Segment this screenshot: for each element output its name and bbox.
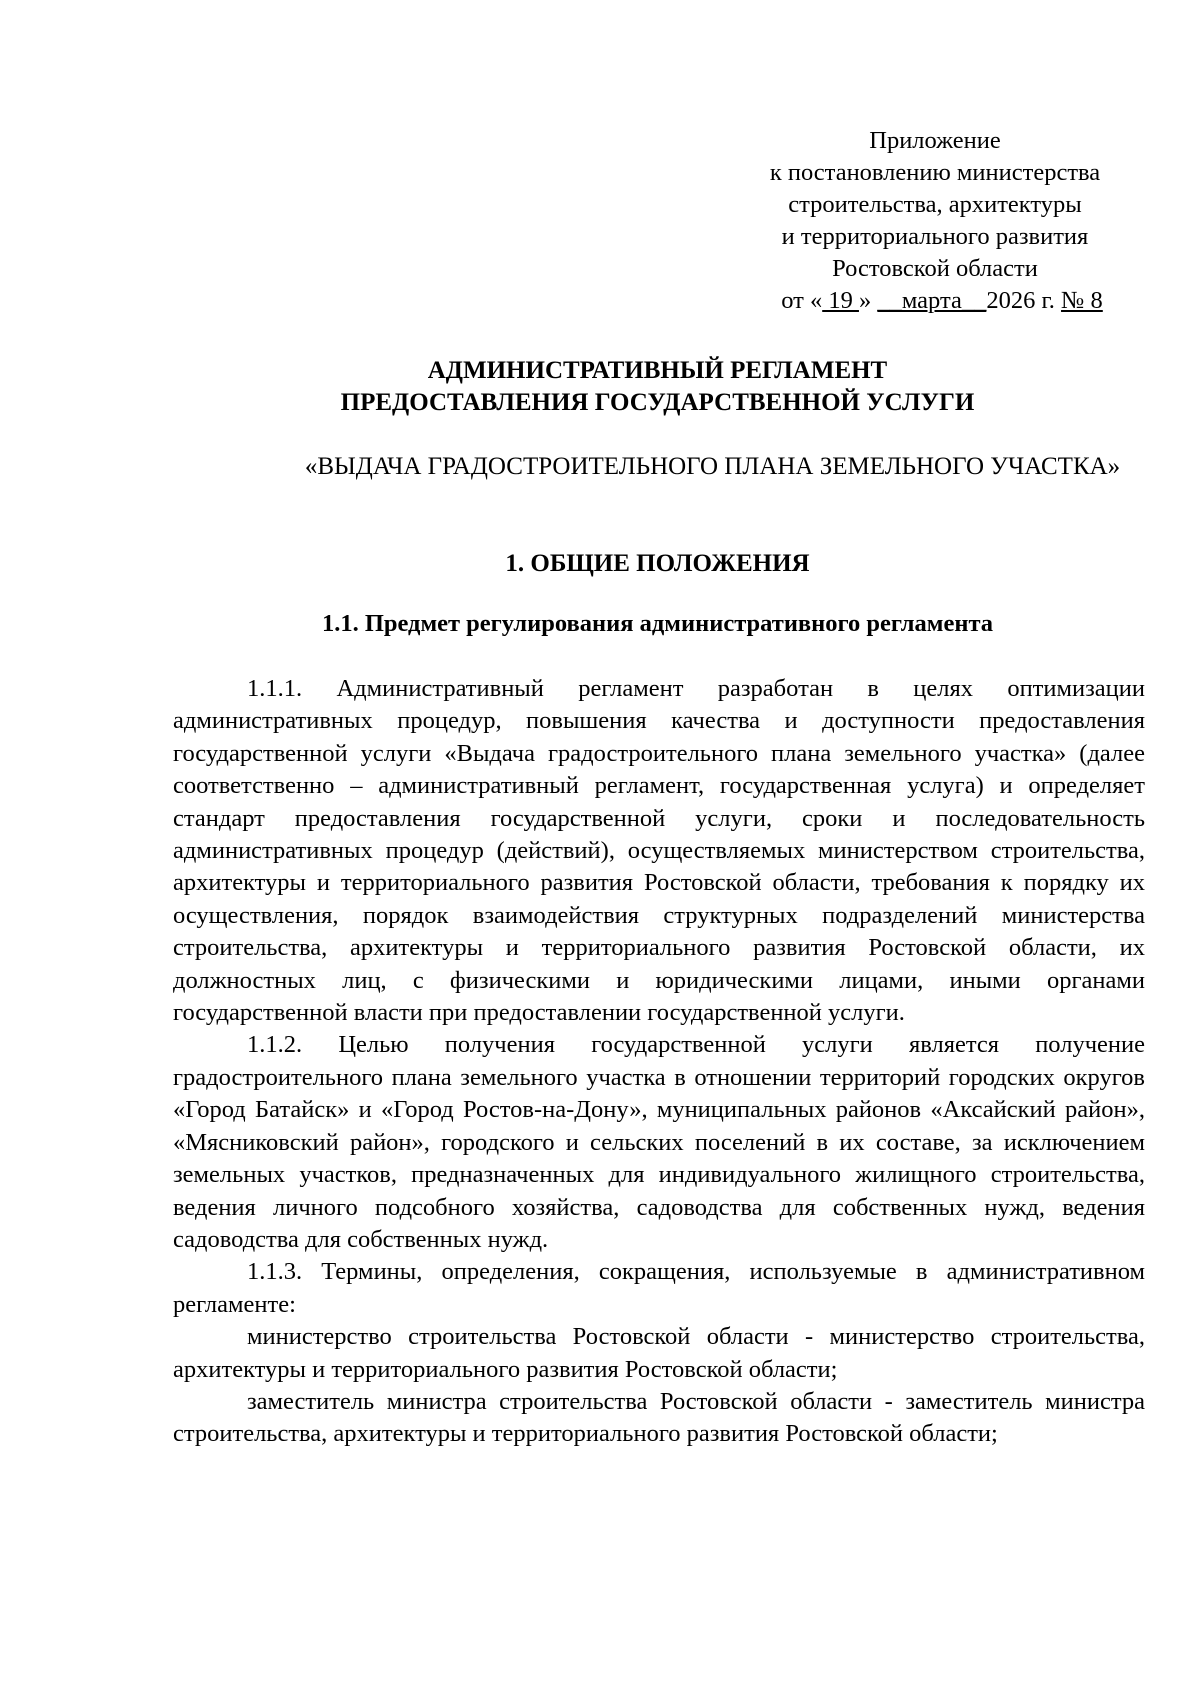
annex-date-line [740, 285, 1130, 317]
date-prefix: от « [781, 287, 823, 314]
paragraph-1-1-3: 1.1.3. Термины, определения, сокращения, используемые в административном регламенте: [173, 1258, 1145, 1318]
annex-line-4: и территориального развития [781, 223, 1089, 250]
document-title [170, 355, 1145, 419]
document-number: № 8 [1061, 287, 1103, 314]
title-line-1: АДМИНИСТРАТИВНЫЙ РЕГЛАМЕНТ [427, 357, 888, 384]
paragraph-1-1-1: 1.1.1. Административный регламент разработан в целях оптимизации административных процедур, повышения качества и доступности предоставления государственной услуги «Выдача градостроительного плана земельного участка» (далее соответственно – административный регламент, государственная услуга) и определяет стандарт предоставления государственной услуги, сроки и последовательность административных процедур (действий), осуществляемых министерством строительства, архитектуры и территориального развития Ростовской области, требования к порядку их осуществления, порядок взаимодействия структурных подразделений министерства строительства, архитектуры и территориального развития Ростовской области, их должностных лиц, с физическими и юридическими лицами, иными органами государственной власти при предоставлении государственной услуги. [173, 675, 1145, 1027]
section-heading: 1. ОБЩИЕ ПОЛОЖЕНИЯ [505, 550, 810, 577]
date-month: __марта__ [877, 287, 987, 314]
date-mid: » [858, 287, 878, 314]
subsection-heading: 1.1. Предмет регулирования административного регламента [321, 610, 994, 637]
paragraph-1-1-2: 1.1.2. Целью получения государственной услуги является получение градостроительного плана земельного участка в отношении территорий городских округов «Город Батайск» и «Город Ростов-на-Дону», муниципальных районов «Аксайский район», «Мясниковский район», городского и сельских поселений в их составе, за исключением земельных участков, предназначенных для индивидуального жилищного строительства, ведения личного подсобного хозяйства, садоводства для собственных нужд, ведения садоводства для собственных нужд. [173, 1031, 1145, 1253]
document-body [173, 673, 1145, 1451]
annex-block [740, 125, 1130, 317]
annex-line-5: Ростовской области [832, 255, 1038, 282]
title-line-2: ПРЕДОСТАВЛЕНИЯ ГОСУДАРСТВЕННОЙ УСЛУГИ [340, 389, 975, 416]
definition-deputy-minister: заместитель министра строительства Ростовской области - заместитель министра строительства, архитектуры и территориального развития Ростовской области; [173, 1387, 1145, 1448]
annex-line-3: строительства, архитектуры [788, 191, 1082, 218]
annex-line-1: Приложение [869, 127, 1001, 154]
definition-ministry: министерство строительства Ростовской области - министерство строительства, архитектуры и территориального развития Ростовской области; [173, 1323, 1145, 1383]
date-year: 2026 г. [986, 287, 1062, 314]
date-day: 19 [822, 287, 859, 314]
annex-line-2: к постановлению министерства [769, 159, 1101, 186]
service-name: «ВЫДАЧА ГРАДОСТРОИТЕЛЬНОГО ПЛАНА ЗЕМЕЛЬНОГО УЧАСТКА» [304, 453, 1121, 480]
